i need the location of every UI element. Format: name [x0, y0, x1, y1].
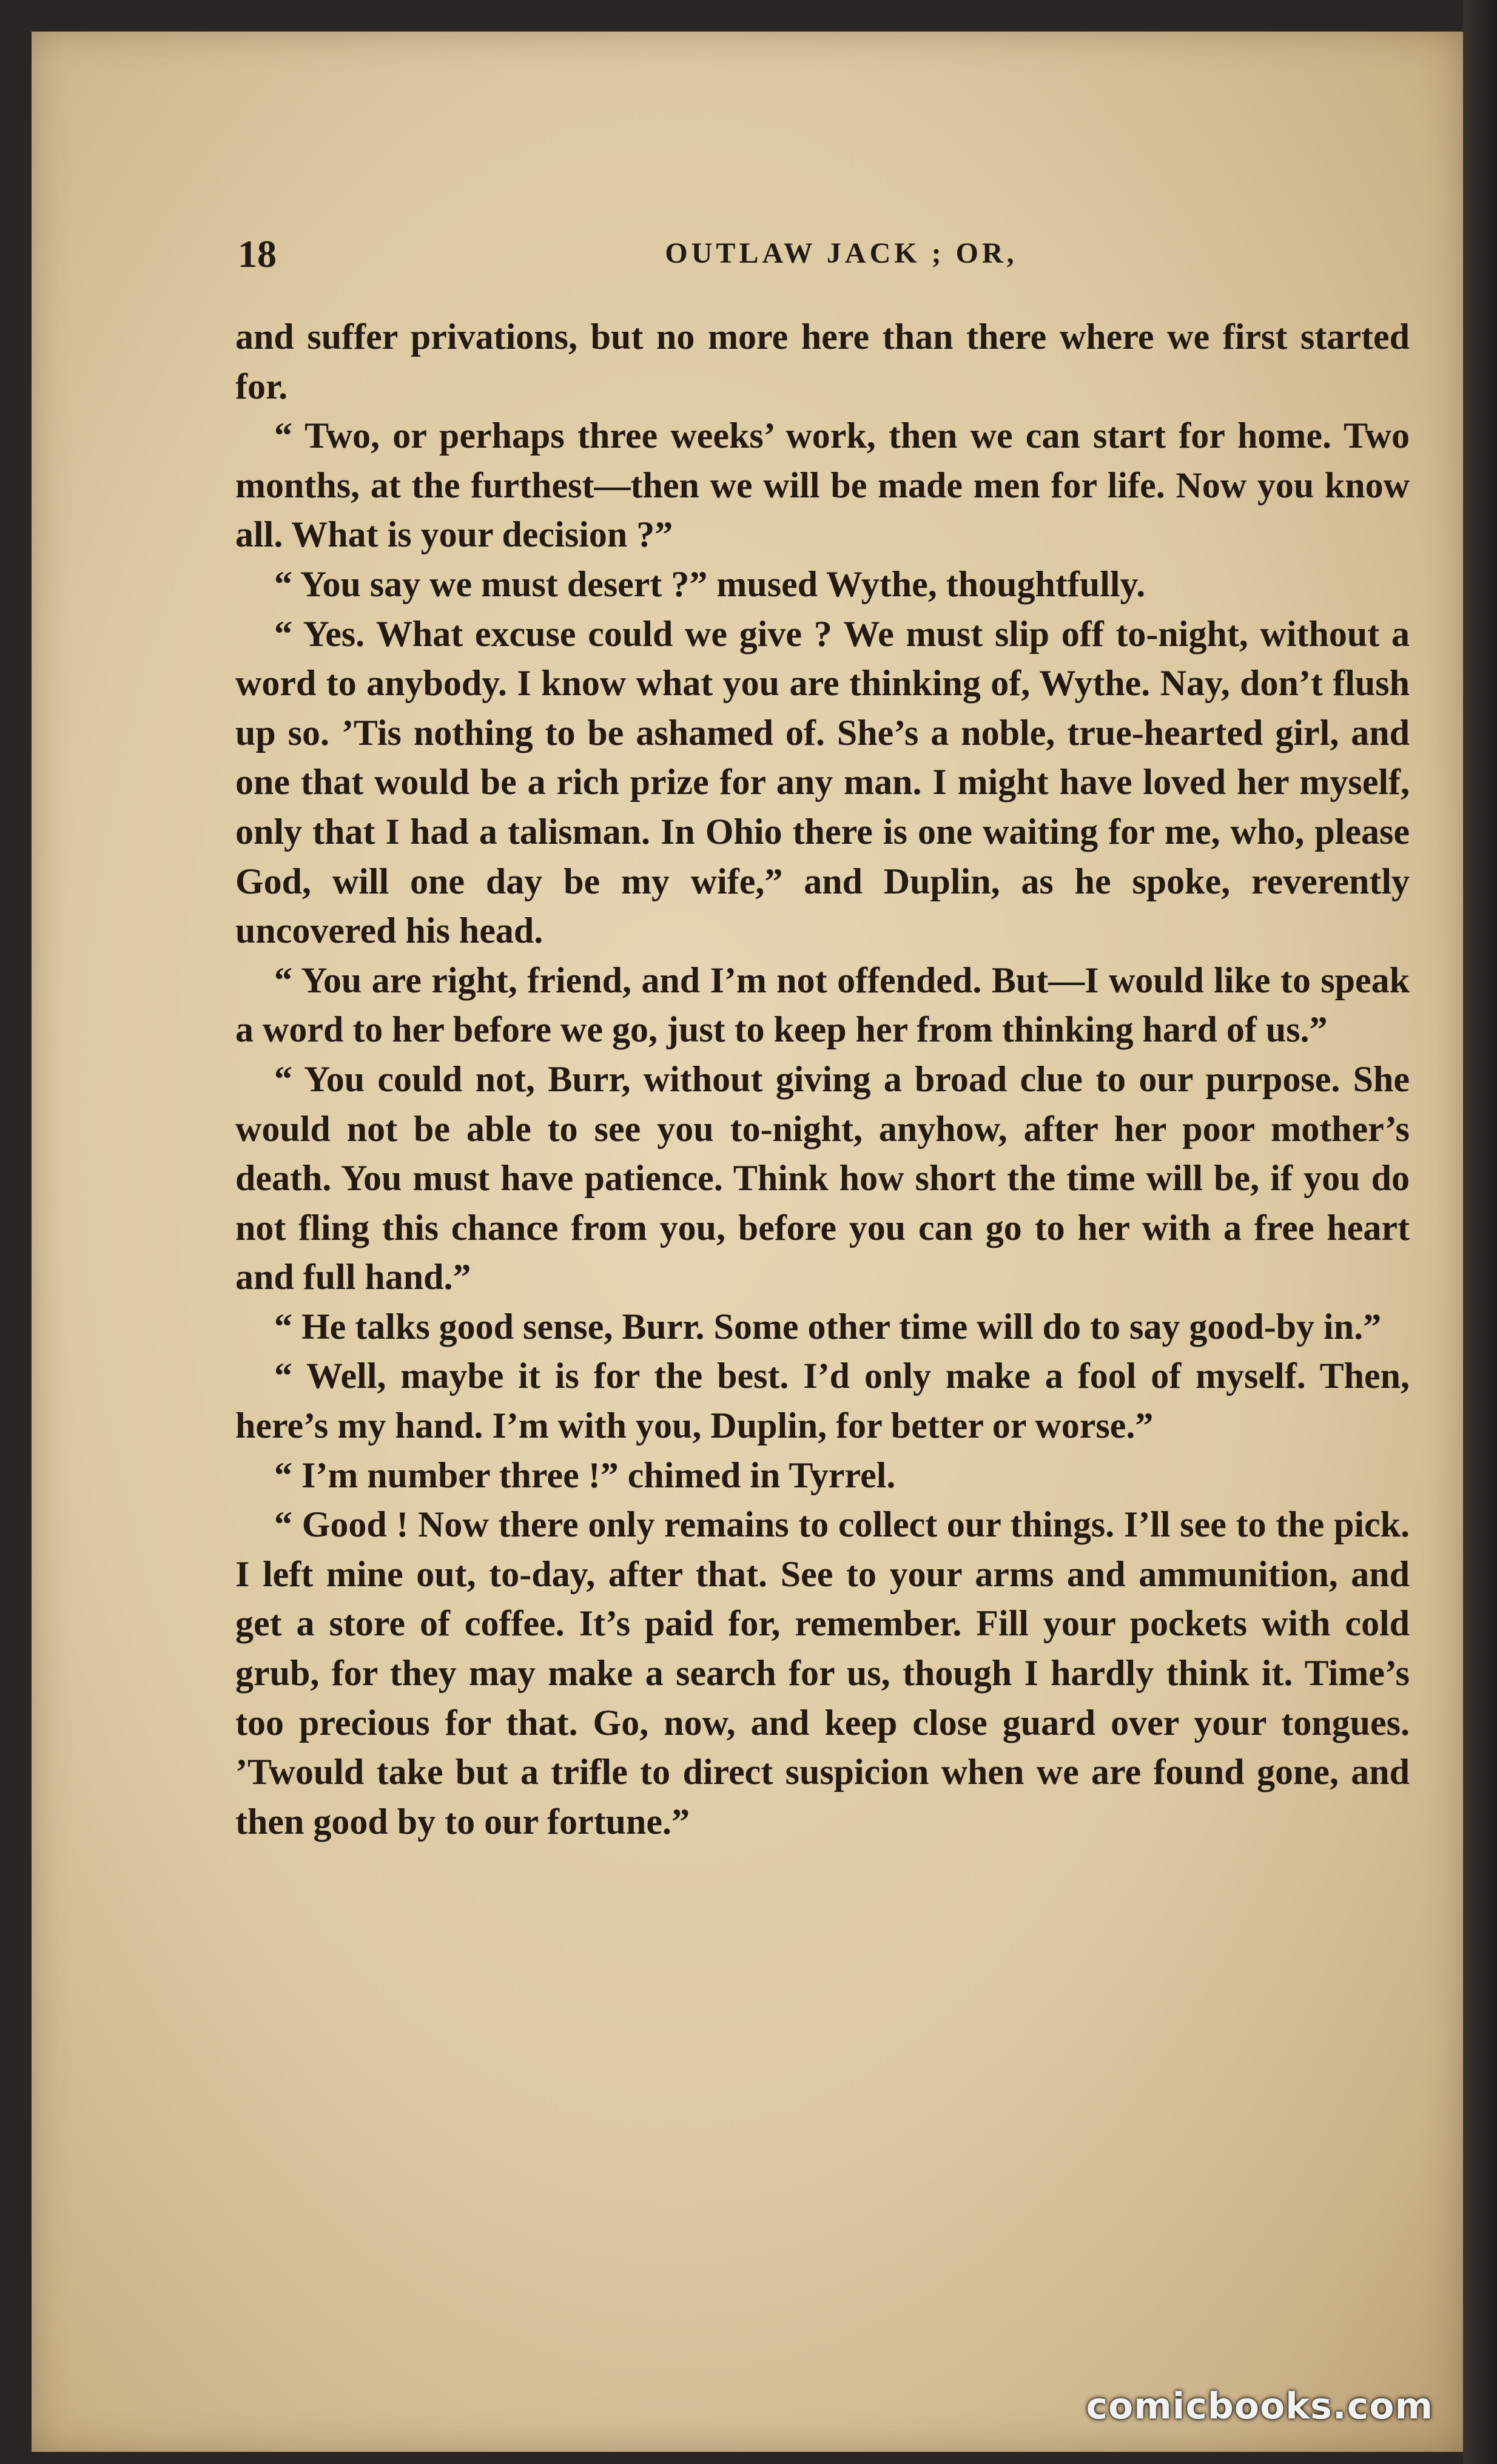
paragraph: “ You say we must desert ?” mused Wythe, thoughtfully.	[274, 564, 1146, 604]
book-spine	[1463, 0, 1497, 2464]
paragraph: “ I’m number three !” chimed in Tyrrel.	[274, 1455, 896, 1495]
paragraph: “ Two, or perhaps three weeks’ work, then we can start for home. Two months, at the furthest—then we will be made men for life. Now you know all. What is your decision ?”	[235, 416, 1410, 555]
running-head	[238, 232, 1445, 286]
paragraph: and suffer privations, but no more here than there where we first started for.	[235, 317, 1410, 406]
paragraph: “ He talks good sense, Burr. Some other time will do to say good-by in.”	[274, 1306, 1382, 1347]
paragraph: “ Good ! Now there only remains to collect our things. I’ll see to the pick. I left mine out, to-day, after that. See to your arms and ammunition, and get a store of coffee. It’s paid for, remember. Fill your pockets with cold grub, for they may make a search for us, though I hardly think it. Time’s too precious for that. Go, now, and keep close guard over your tongues. ’Twould take but a trifle to direct suspicion when we are found gone, and then good by to our fortune.”	[235, 1504, 1410, 1842]
watermark-text: comicbooks.com	[1086, 2385, 1433, 2428]
paragraph: “ You are right, friend, and I’m not offended. But—I would like to speak a word to her before we go, just to keep her from thinking hard of us.”	[235, 960, 1410, 1050]
page-number: 18	[238, 232, 277, 275]
paragraph: “ Well, maybe it is for the best. I’d only make a fool of myself. Then, here’s my hand. I’m with you, Duplin, for better or worse.”	[235, 1356, 1410, 1446]
paragraph: “ Yes. What excuse could we give ? We must slip off to-night, without a word to anybody. I know what you are thinking of, Wythe. Nay, don’t flush up so. ’Tis nothing to be ashamed of. She’s a noble, true-hearted girl, and one that would be a rich prize for any man. I might have loved her myself, only that I had a talisman. In Ohio there is one waiting for me, who, please God, will one day be my wife,” and Duplin, as he spoke, reverently uncovered his head.	[235, 613, 1410, 951]
body-text	[235, 312, 1410, 1846]
paragraph: “ You could not, Burr, without giving a broad clue to our purpose. She would not be able to see you to-night, anyhow, after her poor mother’s death. You must have patience. Think how short the time will be, if you do not fling this chance from you, before you can go to her with a free heart and full hand.”	[235, 1059, 1410, 1298]
running-title: OUTLAW JACK ; OR,	[665, 237, 1018, 269]
